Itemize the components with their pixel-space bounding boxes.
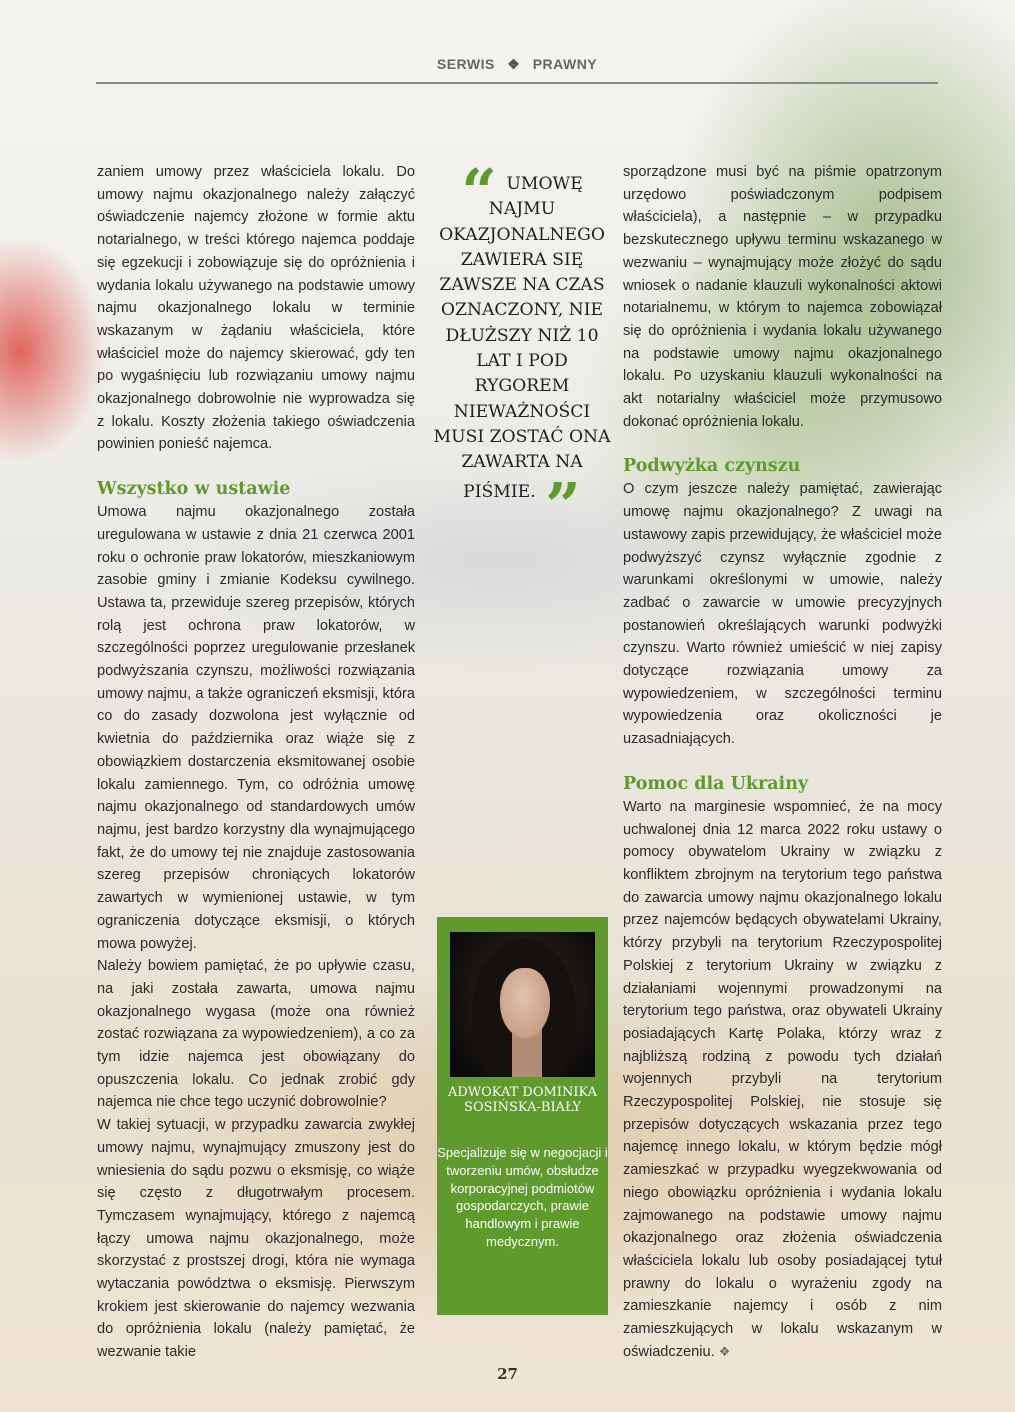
column-left-paragraph-3: W takiej sytuacji, w przypadku zawarcia zwykłej umowy najmu, wynajmujący zmuszony jest do wniesienia do sądu pozwu o eksmisję, co wiąże się często z długotrwałym procesem. Tymczasem wynajmujący, którego z najemcą łączy umowa najmu okazjonalnego, może skorzystać z prostszej drogi, która nie wymaga wytaczania powództwa o eksmisję. Pierwszym krokiem jest skierowanie do najemcy wezwania do opróżnienia lokalu (należy pamiętać, że wezwanie takie — [97, 1117, 415, 1361]
column-left-paragraph-2: Należy bowiem pamiętać, że po upływie czasu, na jaki została zawarta, umowa najmu okazjonalnego wygasa (może ona również zostać rozwiązana za wypowiedzeniem), a co za tym idzie najemca jest obowiązany do opuszczenia lokalu. Co jednak zrobić gdy najemca nie chce tego uczynić dobrowolnie? — [97, 958, 415, 1111]
column-right-paragraph-1: O czym jeszcze należy pamiętać, zawierając umowę najmu okazjonalnego? Z uwagi na ustawowy zapis przewidujący, że właściciel może podwyższyć czynsz wyłącznie zgodnie z warunkami określonymi w umowie, należy zadbać o zawarcie w umowie precyzyjnych postanowień określających warunki podwyżki czynszu. Warto również umieścić w niej zapisy dotyczące rozwiązania umowy za wypowiedzeniem, w szczególności terminu wypowiedzenia oraz okoliczności je uzasadniających. — [623, 481, 942, 748]
header-left-text: SERWIS — [436, 56, 495, 72]
author-description: Specjalizuje się w negocjacji i tworzeniu umów, obsłudze korporacyjnej podmiotów gospodarczych, prawie handlowym i prawie medycznym. — [437, 1145, 608, 1249]
pull-quote — [428, 155, 616, 542]
author-profile-box — [437, 917, 608, 1315]
section-heading-ukraina: Pomoc dla Ukrainy — [623, 773, 809, 794]
header-divider — [96, 82, 938, 84]
section-heading-podwyzka: Podwyżka czynszu — [623, 456, 801, 477]
column-right — [623, 161, 942, 1363]
column-right-paragraph-2-text: Warto na marginesie wspomnieć, że na mocy uchwalonej dnia 12 marca 2022 roku ustawy o pomocy obywatelom Ukrainy w związku z konfliktem zbrojnym na terytorium tego państwa do zawarcia umowy najmu okazjonalnego lokalu przez najemców będących obywatelami Ukrainy, którzy przybyli na terytorium Rzeczypospolitej Polskiej z terytorium Ukrainy w związku z działaniami wojennymi prowadzonymi na terytorium tego państwa, oraz obywateli Ukrainy posiadających Kartę Polaka, którzy wraz z najbliższą rodziną z powodu tych działań wojennych przybyli na terytorium Rzeczypospolitej Polskiej, nie stosuje się przepisów dotyczących wskazania przez tego najemcę innego lokalu, w którym będzie mógł zamieszkać w przypadku wyegzekwowania od niego obowiązku opróżnienia i wydania lokalu zajmowanego na podstawie umowy najmu okazjonalnego oraz złożenia oświadczenia właściciela lokalu lub osoby posiadającej tytuł prawny do lokalu o wyrażeniu zgody na zamieszkanie najemcy i osób z nim zamieszkujących w lokalu wskazanym w oświadczeniu. — [623, 798, 942, 1360]
quote-close-icon: ” — [545, 468, 581, 542]
author-photo — [450, 932, 595, 1077]
pull-quote-text: UMOWĘ NAJMU OKAZJONALNEGO ZAWIERA SIĘ ZAWSZE NA CZAS OZNACZONY, NIE DŁUŻSZY NIŻ 10 LAT I POD RYGOREM NIEWAŻNOŚCI MUSI ZOSTAĆ ONA ZAWARTA NA PIŚMIE. — [433, 174, 611, 502]
column-left — [97, 161, 415, 1364]
serwis-logo-icon: ❖ — [507, 56, 521, 72]
header-right-text: PRAWNY — [532, 56, 598, 72]
page-number: 27 — [497, 1365, 518, 1383]
column-left-intro: zaniem umowy przez właściciela lokalu. Do umowy najmu okazjonalnego należy załączyć oświadczenie najemcy złożone w formie aktu notarialnego, w treści którego najemca poddaje się egzekucji i zobowiązuje się do opróżnienia i wydania lokalu używanego na podstawie umowy najmu okazjonalnego lokalu w terminie wskazanym w żądaniu właściciela, które właściciel może do najemcy skierować, gdy ten po wygaśnięciu lub rozwiązaniu umowy najmu okazjonalnego dobrowolnie nie wyprowadza się z lokalu. Koszty złożenia takiego oświadczenia powinien ponieść najemca. — [97, 164, 415, 453]
section-heading-wszystko: Wszystko w ustawie — [97, 479, 291, 500]
column-right-paragraph-2 — [623, 796, 942, 1364]
column-left-paragraph-1: Umowa najmu okazjonalnego została uregulowana w ustawie z dnia 21 czerwca 2001 roku o ochronie praw lokatorów, mieszkaniowym zasobie gminy i zmianie Kodeksu cywilnego. Ustawa ta, przewiduje szereg przepisów, których rolą jest ochrona praw lokatorów, w szczególności poprzez uregulowanie przesłanek podwyższania czynszu, możliwości rozwiązania umowy najmu, a także ograniczeń eksmisji, która co do zasady dozwolona jest wyłącznie od kwietnia do października oraz wiąże się z obowiązkiem dostarczenia eksmitowanej osobie lokalu zamiennego. Tym, co odróżnia umowę najmu okazjonalnego od standardowych umów najmu, jest bardzo korzystny dla wynajmującego fakt, że do umowy tej nie znajduje zastosowania szereg przepisów chroniących lokatorów zawartych w wymienionej ustawie, w tym ograniczenia dotyczące eksmisji, o których mowa powyżej. — [97, 504, 415, 952]
quote-open-icon: “ — [461, 155, 497, 228]
column-right-intro: sporządzone musi być na piśmie opatrzonym urzędowo poświadczonym podpisem właściciela), a następnie – w przypadku bezskutecznego upływu terminu wskazanego w wezwaniu – wynajmujący może złożyć do sądu wniosek o nadanie klauzuli wykonalności aktowi notarialnemu, w którym to najemca zobowiązał się do opróżnienia i wydania lokalu używanego na podstawie umowy najmu okazjonalnego lokalu. Po uzyskaniu klauzuli wykonalności na akt notarialny właściciel może przymusowo dokonać opróżnienia lokalu. — [623, 164, 942, 430]
end-mark-icon: ❖ — [718, 1343, 731, 1359]
page-header — [96, 56, 938, 73]
author-title: ADWOKAT DOMINIKA SOSIŃSKA-BIAŁY — [447, 1085, 598, 1115]
